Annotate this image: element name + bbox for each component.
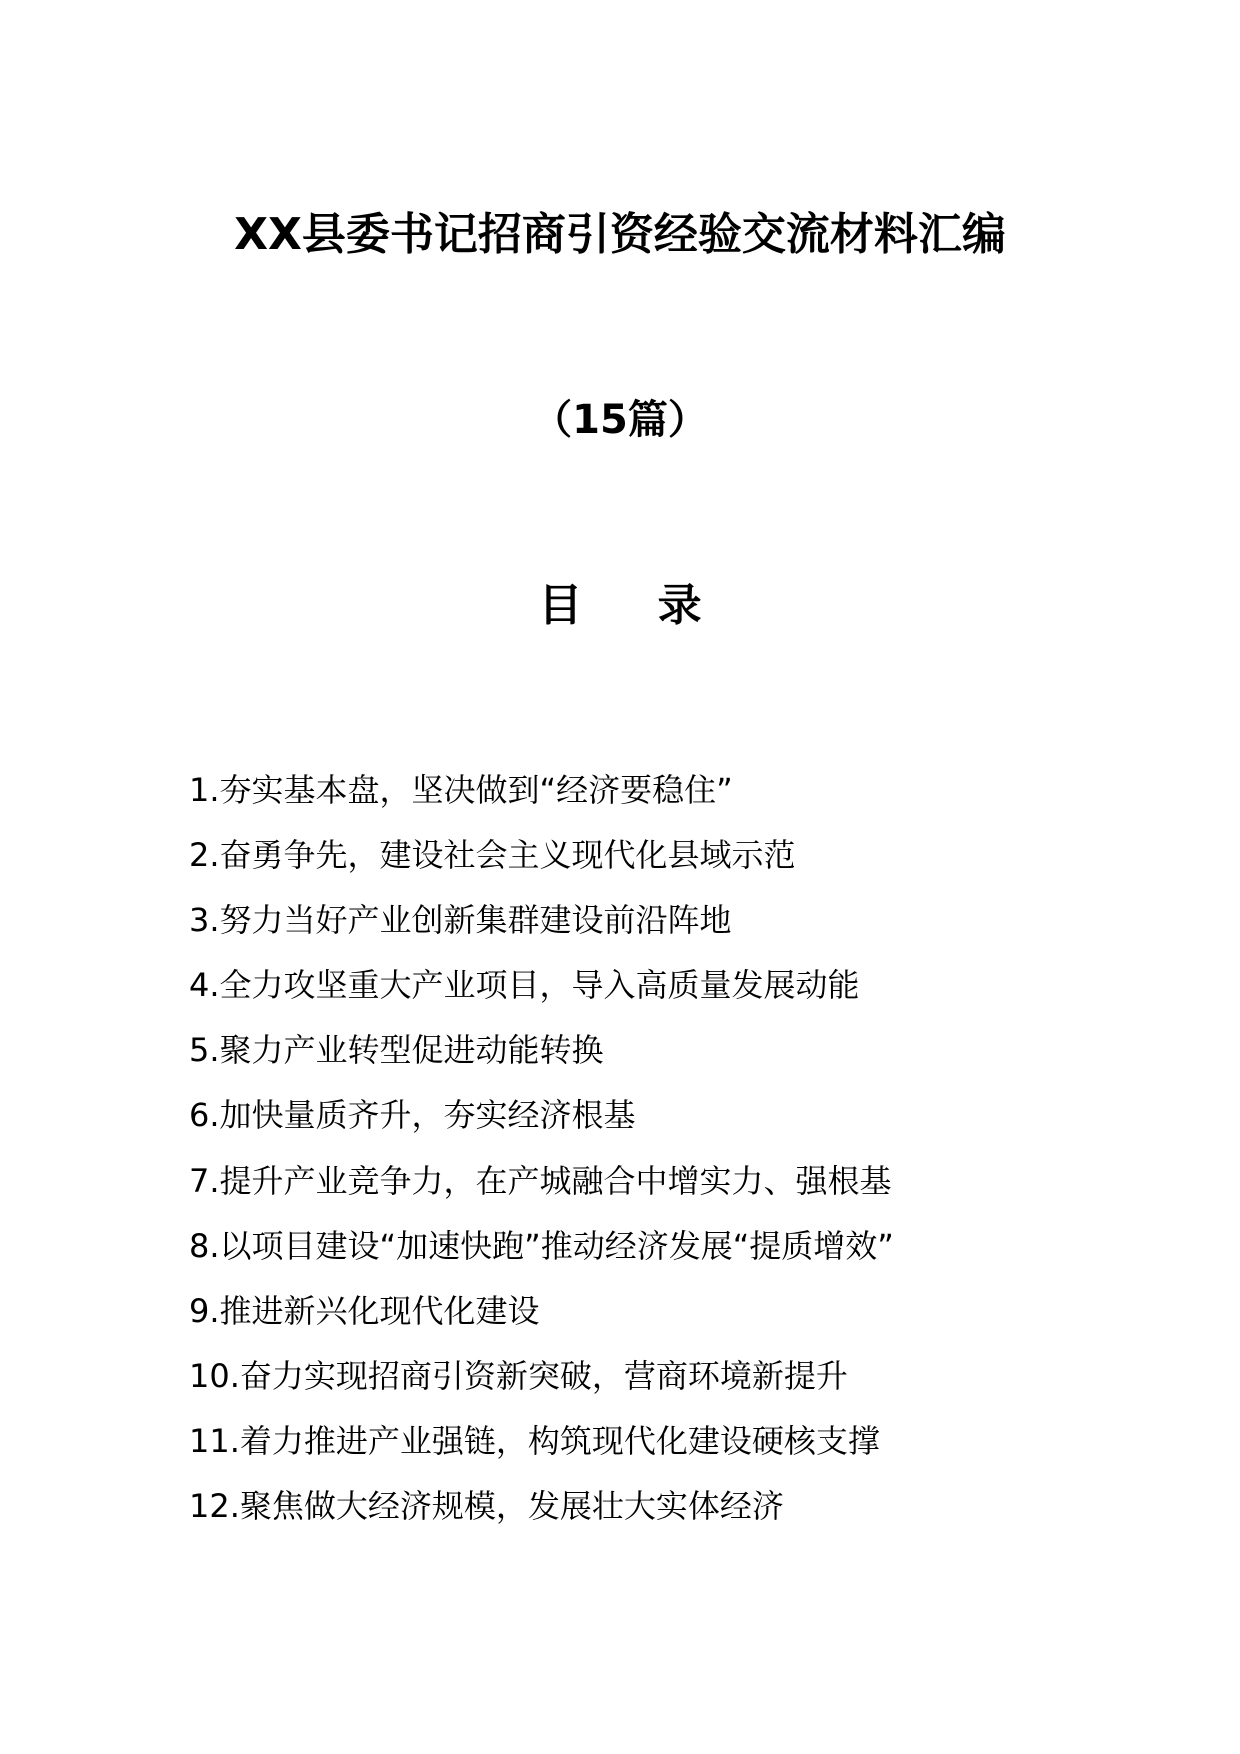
toc-item-1: 1.夯实基本盘，坚决做到“经济要稳住” [189, 771, 733, 809]
toc-item-2: 2.奋勇争先，建设社会主义现代化县域示范 [189, 836, 796, 875]
toc-item-10: 10.奋力实现招商引资新突破，营商环境新提升 [189, 1356, 848, 1395]
toc-list [189, 758, 1149, 1539]
document-title: XX县委书记招商引资经验交流材料汇编 [234, 209, 1006, 260]
toc-item-12: 12.聚焦做大经济规模，发展壮大实体经济 [189, 1487, 784, 1526]
toc-heading: 目 录 [538, 580, 732, 631]
toc-item-7: 7.提升产业竞争力，在产城融合中增实力、强根基 [189, 1161, 892, 1200]
toc-item-4: 4.全力攻坚重大产业项目，导入高质量发展动能 [189, 966, 860, 1005]
toc-item-11: 11.着力推进产业强链，构筑现代化建设硬核支撑 [189, 1421, 880, 1460]
toc-item-9: 9.推进新兴化现代化建设 [189, 1291, 540, 1330]
document-subtitle: （15篇） [532, 397, 708, 443]
toc-item-6: 6.加快量质齐升，夯实经济根基 [189, 1096, 636, 1135]
toc-item-3: 3.努力当好产业创新集群建设前沿阵地 [189, 901, 732, 940]
toc-item-8: 8.以项目建设“加速快跑”推动经济发展“提质增效” [189, 1226, 894, 1265]
toc-item-5: 5.聚力产业转型促进动能转换 [189, 1031, 604, 1070]
